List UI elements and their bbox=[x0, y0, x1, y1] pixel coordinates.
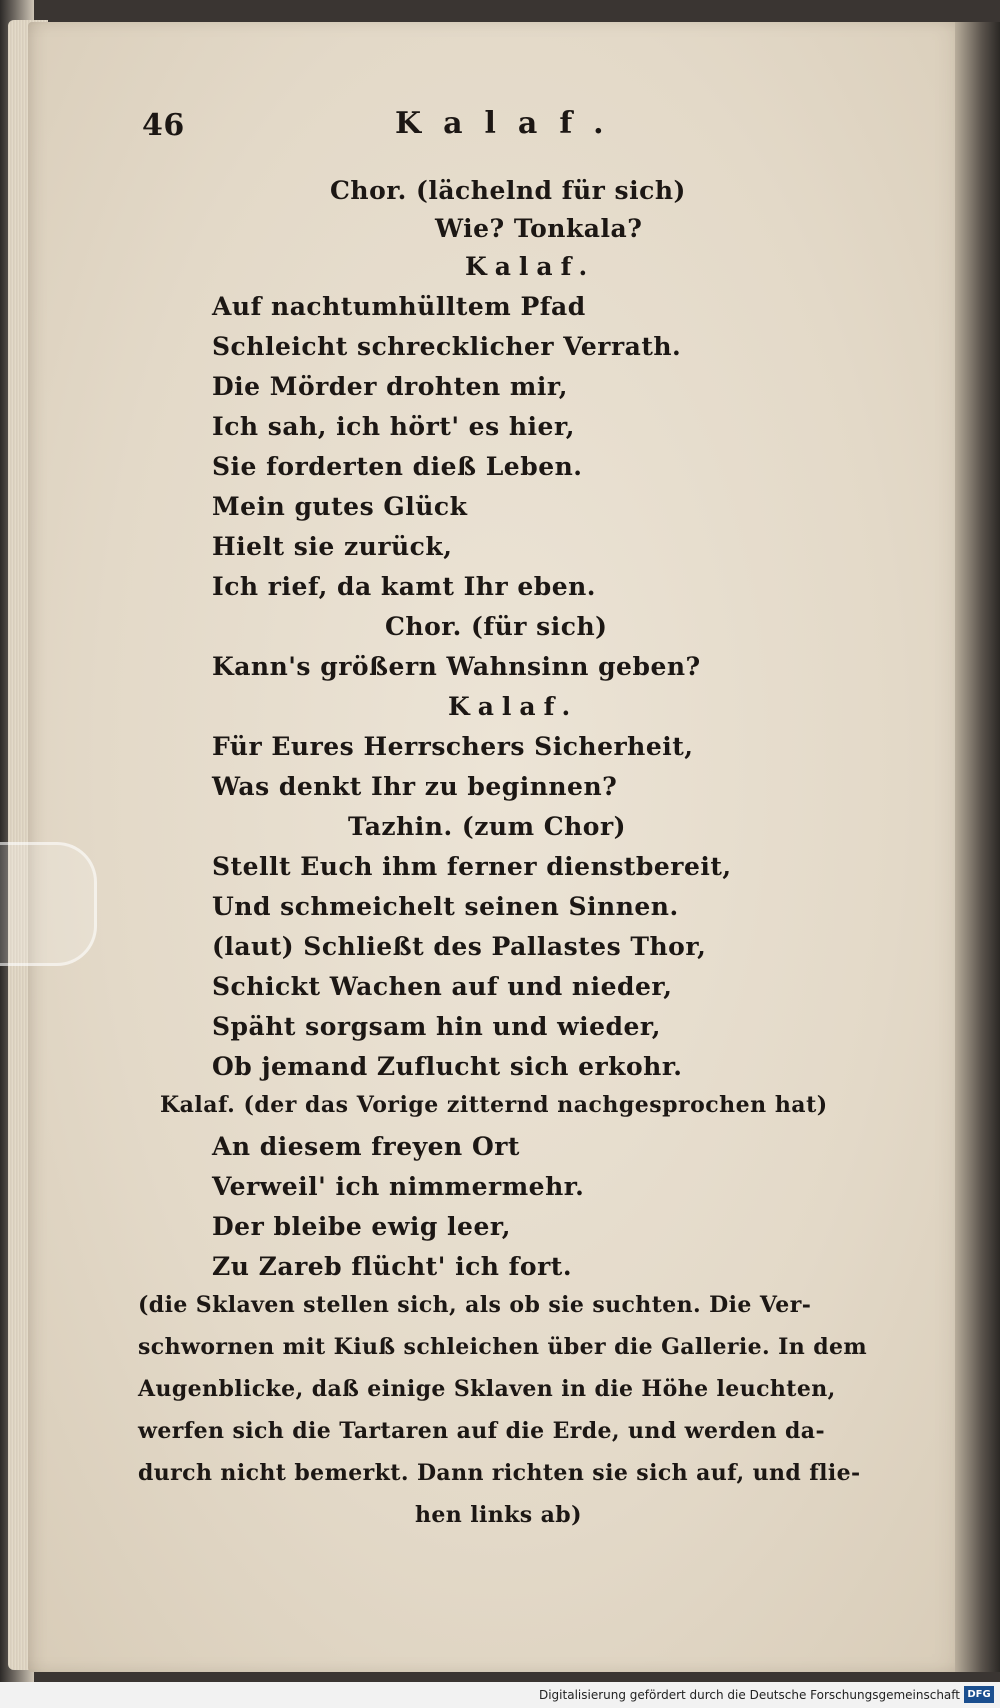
verse-line: (laut) Schließt des Pallastes Thor, bbox=[212, 932, 707, 961]
digitization-footer bbox=[0, 1682, 1000, 1708]
verse-line: Stellt Euch ihm ferner dienstbereit, bbox=[212, 852, 732, 881]
funding-credit: Digitalisierung gefördert durch die Deutsche Forschungsgemeinschaft bbox=[538, 1688, 960, 1702]
verse-line: Kann's größern Wahnsinn geben? bbox=[212, 652, 701, 681]
verse-line: Ich rief, da kamt Ihr eben. bbox=[212, 572, 597, 601]
running-head: Kalaf. bbox=[395, 106, 626, 141]
stage-direction-line: (die Sklaven stellen sich, als ob sie suchten. Die Ver- bbox=[138, 1292, 812, 1318]
verse-line: Die Mörder drohten mir, bbox=[212, 372, 568, 401]
verse-line: Ob jemand Zuflucht sich erkohr. bbox=[212, 1052, 683, 1081]
verse-line: Verweil' ich nimmermehr. bbox=[212, 1172, 585, 1201]
dfg-logo: DFG bbox=[964, 1686, 994, 1703]
verse-line: Wie? Tonkala? bbox=[435, 214, 643, 243]
verse-line: Auf nachtumhülltem Pfad bbox=[212, 292, 586, 321]
stage-direction-line: Augenblicke, daß einige Sklaven in die Höhe leuchten, bbox=[138, 1376, 836, 1402]
verse-line: Und schmeichelt seinen Sinnen. bbox=[212, 892, 679, 921]
verse-line: Schickt Wachen auf und nieder, bbox=[212, 972, 673, 1001]
stage-direction-line: werfen sich die Tartaren auf die Erde, und werden da- bbox=[138, 1418, 825, 1444]
verse-line: An diesem freyen Ort bbox=[212, 1132, 520, 1161]
stage-direction-line: hen links ab) bbox=[415, 1502, 582, 1528]
verse-line: Für Eures Herrschers Sicherheit, bbox=[212, 732, 694, 761]
speaker-line: Kalaf. (der das Vorige zitternd nachgesprochen hat) bbox=[160, 1092, 828, 1118]
verse-line: Späht sorgsam hin und wieder, bbox=[212, 1012, 661, 1041]
stage-direction-line: durch nicht bemerkt. Dann richten sie sich auf, und flie- bbox=[138, 1460, 861, 1486]
verse-line: Sie forderten dieß Leben. bbox=[212, 452, 583, 481]
speaker-name: Kalaf. bbox=[448, 692, 579, 721]
verse-line: Hielt sie zurück, bbox=[212, 532, 453, 561]
verse-line: Zu Zareb flücht' ich fort. bbox=[212, 1252, 573, 1281]
speaker-line: Tazhin. (zum Chor) bbox=[348, 812, 626, 841]
speaker-name: Kalaf. bbox=[465, 252, 596, 281]
verse-line: Mein gutes Glück bbox=[212, 492, 468, 521]
verse-line: Schleicht schrecklicher Verrath. bbox=[212, 332, 682, 361]
verse-line: Der bleibe ewig leer, bbox=[212, 1212, 511, 1241]
speaker-line: Chor. (für sich) bbox=[385, 612, 608, 641]
verse-line: Ich sah, ich hört' es hier, bbox=[212, 412, 575, 441]
page-number: 46 bbox=[142, 108, 185, 143]
speaker-line: Chor. (lächelnd für sich) bbox=[330, 176, 686, 205]
stage-direction-line: schwornen mit Kiuß schleichen über die Gallerie. In dem bbox=[138, 1334, 868, 1360]
verse-line: Was denkt Ihr zu beginnen? bbox=[212, 772, 618, 801]
